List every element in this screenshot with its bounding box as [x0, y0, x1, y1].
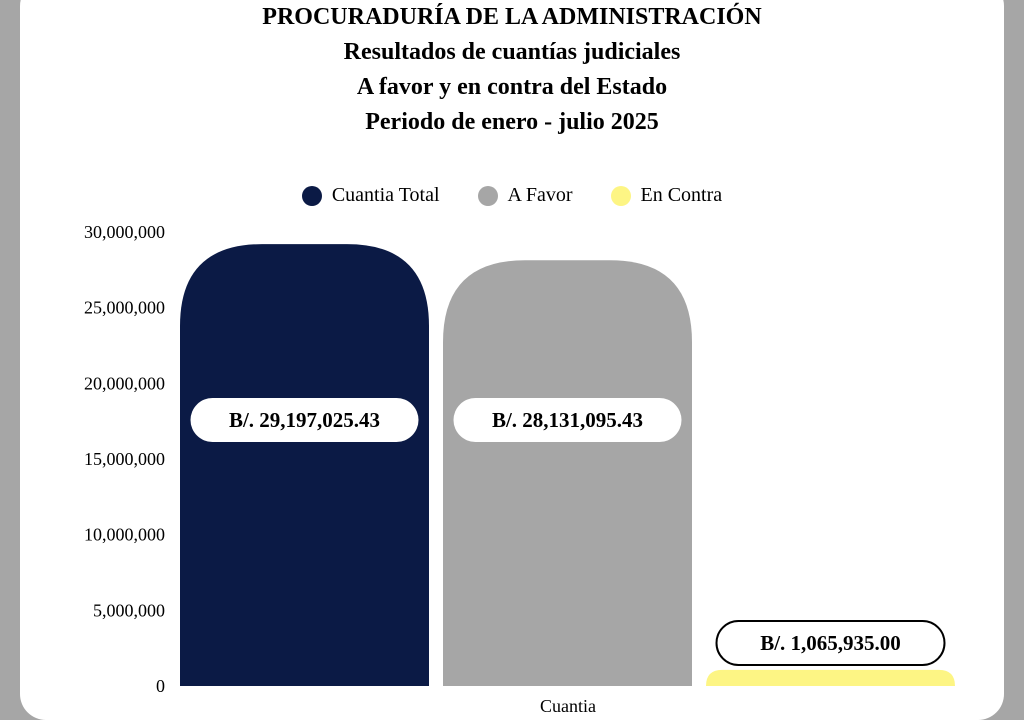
- y-tick-label: 15,000,000: [84, 449, 165, 469]
- data-label: B/. 29,197,025.43: [228, 408, 381, 432]
- title-line-3: A favor y en contra del Estado: [356, 74, 668, 100]
- y-tick-label: 5,000,000: [93, 600, 165, 621]
- y-tick-label: 30,000,000: [84, 222, 165, 242]
- bar-a-favor: [443, 260, 692, 686]
- y-tick-label: 0: [156, 676, 165, 696]
- title-line-4: Periodo de enero - julio 2025: [365, 109, 659, 135]
- y-tick-label: 20,000,000: [84, 373, 165, 394]
- y-tick-label: 10,000,000: [84, 524, 165, 545]
- legend-label-a-favor: A Favor: [507, 184, 573, 206]
- title-line-1: PROCURADURÍA DE LA ADMINISTRACIÓN: [262, 4, 762, 30]
- x-category-label: Cuantia: [540, 696, 596, 716]
- bar-en-contra: [706, 670, 955, 686]
- data-label: B/. 1,065,935.00: [760, 631, 901, 655]
- y-tick-label: 25,000,000: [84, 297, 165, 318]
- title-line-2: Resultados de cuantías judiciales: [343, 39, 681, 65]
- bar-cuantia-total: [180, 244, 429, 686]
- legend-label-cuantia-total: Cuantia Total: [331, 184, 440, 206]
- data-label: B/. 28,131,095.43: [491, 408, 644, 432]
- legend-label-en-contra: En Contra: [640, 184, 723, 206]
